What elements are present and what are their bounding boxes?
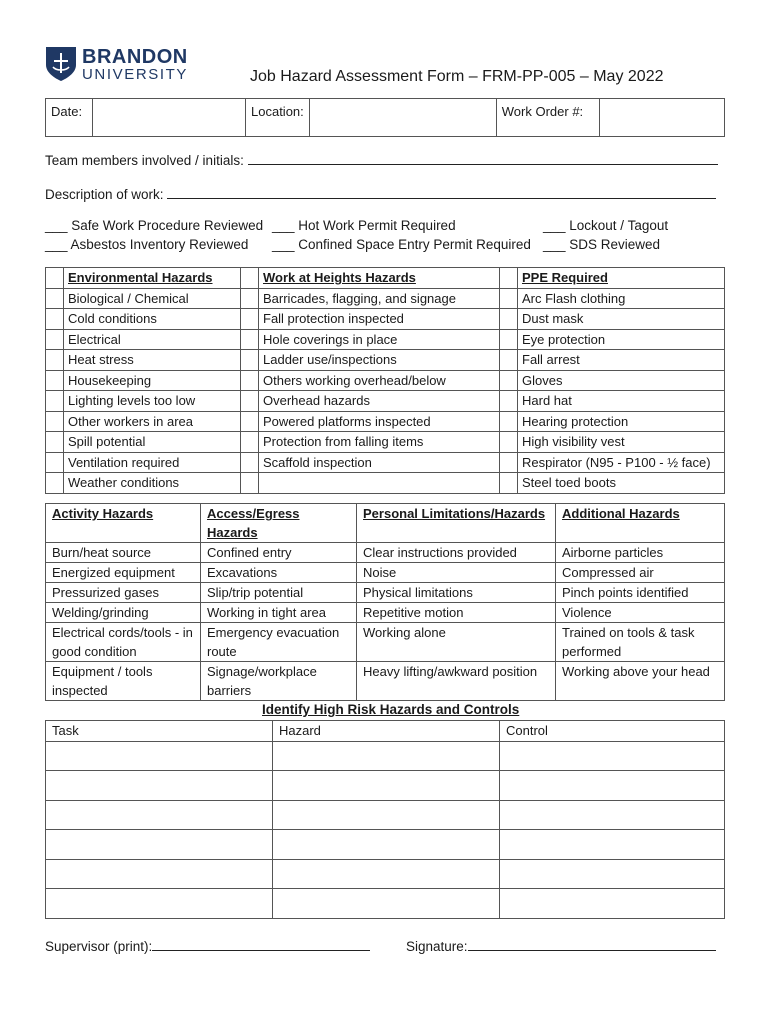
personal-item: Noise — [357, 563, 556, 583]
checkbox-cell[interactable] — [46, 329, 64, 350]
team-members-input[interactable] — [248, 150, 718, 165]
checkbox-cell[interactable] — [46, 411, 64, 432]
signature-row — [406, 936, 716, 954]
ppe-item: Respirator (N95 - P100 - ½ face) — [518, 452, 725, 473]
checkbox-cell[interactable] — [46, 432, 64, 453]
logo-line-1: BRANDON — [82, 46, 188, 68]
checkbox-cell[interactable] — [241, 391, 259, 412]
high-risk-title: Identify High Risk Hazards and Controls — [262, 702, 520, 717]
table-row — [46, 391, 725, 412]
hazard-cell[interactable] — [273, 771, 500, 801]
checkbox-cell[interactable] — [241, 411, 259, 432]
table-row — [46, 859, 725, 889]
activity-header: Activity Hazards — [46, 504, 201, 543]
hazard-cell[interactable] — [273, 859, 500, 889]
activity-item: Burn/heat source — [46, 543, 201, 563]
activity-hazards-table — [45, 503, 725, 701]
checkbox-cell[interactable] — [500, 350, 518, 371]
control-cell[interactable] — [500, 771, 725, 801]
checkbox-cell[interactable] — [500, 329, 518, 350]
description-row — [45, 184, 716, 202]
checkbox-cell[interactable] — [46, 309, 64, 330]
ppe-item: High visibility vest — [518, 432, 725, 453]
check-asbestos[interactable]: ___ Asbestos Inventory Reviewed — [45, 237, 249, 252]
checkbox-cell[interactable] — [46, 391, 64, 412]
checkbox-cell[interactable] — [241, 288, 259, 309]
checkbox-cell[interactable] — [241, 370, 259, 391]
ppe-item: Fall arrest — [518, 350, 725, 371]
task-header: Task — [46, 721, 273, 742]
additional-item: Trained on tools & task performed — [556, 623, 725, 662]
checkbox-cell[interactable] — [241, 473, 259, 494]
checkbox-cell[interactable] — [500, 288, 518, 309]
form-title: Job Hazard Assessment Form – FRM-PP-005 – May 2022 — [250, 68, 664, 85]
checkbox-cell[interactable] — [46, 350, 64, 371]
control-cell[interactable] — [500, 889, 725, 919]
location-input[interactable] — [309, 99, 496, 137]
access-egress-item: Excavations — [201, 563, 357, 583]
work-order-input[interactable] — [599, 99, 724, 137]
access-egress-item: Signage/workplace barriers — [201, 662, 357, 701]
ppe-item: Steel toed boots — [518, 473, 725, 494]
checkbox-cell[interactable] — [500, 411, 518, 432]
location-label: Location: — [246, 99, 310, 137]
table-row — [46, 288, 725, 309]
supervisor-input[interactable] — [152, 936, 370, 951]
environmental-header: Environmental Hazards — [64, 268, 241, 289]
date-label: Date: — [46, 99, 93, 137]
activity-item: Energized equipment — [46, 563, 201, 583]
environmental-item: Heat stress — [64, 350, 241, 371]
heights-item: Barricades, flagging, and signage — [259, 288, 500, 309]
work-order-label: Work Order #: — [496, 99, 599, 137]
logo-line-2: UNIVERSITY — [82, 66, 189, 83]
checkbox-cell[interactable] — [241, 452, 259, 473]
table-row — [46, 473, 725, 494]
table-row — [46, 662, 725, 701]
check-hot-work[interactable]: ___ Hot Work Permit Required — [272, 218, 456, 233]
checkbox-cell[interactable] — [500, 432, 518, 453]
environmental-item: Biological / Chemical — [64, 288, 241, 309]
environmental-item: Lighting levels too low — [64, 391, 241, 412]
description-input[interactable] — [167, 184, 716, 199]
ppe-item: Dust mask — [518, 309, 725, 330]
checkbox-cell — [241, 268, 259, 289]
environmental-item: Ventilation required — [64, 452, 241, 473]
personal-item: Repetitive motion — [357, 603, 556, 623]
task-cell[interactable] — [46, 771, 273, 801]
table-row — [46, 432, 725, 453]
checkbox-cell[interactable] — [241, 309, 259, 330]
checkbox-cell[interactable] — [500, 309, 518, 330]
table-row — [46, 370, 725, 391]
check-lockout[interactable]: ___ Lockout / Tagout — [543, 218, 669, 233]
task-cell[interactable] — [46, 741, 273, 771]
heights-item: Scaffold inspection — [259, 452, 500, 473]
signature-label: Signature: — [406, 939, 468, 954]
signature-input[interactable] — [468, 936, 716, 951]
personal-item: Physical limitations — [357, 583, 556, 603]
table-row — [46, 800, 725, 830]
table-row — [46, 830, 725, 860]
table-row — [46, 889, 725, 919]
task-cell[interactable] — [46, 830, 273, 860]
personal-item: Clear instructions provided — [357, 543, 556, 563]
heights-item: Others working overhead/below — [259, 370, 500, 391]
additional-item: Compressed air — [556, 563, 725, 583]
table-row — [46, 329, 725, 350]
checkbox-cell[interactable] — [500, 473, 518, 494]
check-confined-space[interactable]: ___ Confined Space Entry Permit Required — [272, 237, 531, 252]
team-members-row — [45, 150, 718, 168]
header-fields-table — [45, 98, 725, 137]
additional-item: Pinch points identified — [556, 583, 725, 603]
control-cell[interactable] — [500, 830, 725, 860]
checkbox-cell[interactable] — [500, 370, 518, 391]
date-input[interactable] — [93, 99, 246, 137]
checkbox-cell[interactable] — [241, 329, 259, 350]
heights-header: Work at Heights Hazards — [259, 268, 500, 289]
access-egress-item: Confined entry — [201, 543, 357, 563]
environmental-item: Other workers in area — [64, 411, 241, 432]
heights-item: Powered platforms inspected — [259, 411, 500, 432]
task-cell[interactable] — [46, 800, 273, 830]
activity-header-row — [46, 504, 725, 543]
ppe-item: Gloves — [518, 370, 725, 391]
activity-item: Pressurized gases — [46, 583, 201, 603]
additional-header: Additional Hazards — [556, 504, 725, 543]
heights-item: Protection from falling items — [259, 432, 500, 453]
description-label: Description of work: — [45, 187, 164, 202]
ppe-item: Hearing protection — [518, 411, 725, 432]
hazards-header-row — [46, 268, 725, 289]
ppe-header: PPE Required — [518, 268, 725, 289]
ppe-item: Eye protection — [518, 329, 725, 350]
check-safe-work[interactable]: ___ Safe Work Procedure Reviewed — [45, 218, 264, 233]
team-members-label: Team members involved / initials: — [45, 153, 244, 168]
hazard-header: Hazard — [273, 721, 500, 742]
checkbox-cell — [500, 268, 518, 289]
heights-item: Overhead hazards — [259, 391, 500, 412]
hazard-cell[interactable] — [273, 830, 500, 860]
checkbox-cell — [46, 268, 64, 289]
additional-item: Airborne particles — [556, 543, 725, 563]
personal-item: Heavy lifting/awkward position — [357, 662, 556, 701]
activity-item: Equipment / tools inspected — [46, 662, 201, 701]
environmental-item: Cold conditions — [64, 309, 241, 330]
checkbox-cell[interactable] — [500, 452, 518, 473]
heights-item: Fall protection inspected — [259, 309, 500, 330]
additional-item: Working above your head — [556, 662, 725, 701]
checkbox-cell[interactable] — [500, 391, 518, 412]
table-row — [46, 411, 725, 432]
table-row — [46, 309, 725, 330]
checkbox-cell[interactable] — [46, 288, 64, 309]
brandon-university-logo — [44, 45, 194, 85]
table-row — [46, 583, 725, 603]
checkbox-cell[interactable] — [46, 473, 64, 494]
supervisor-label: Supervisor (print): — [45, 939, 153, 954]
table-row — [46, 563, 725, 583]
table-row — [46, 741, 725, 771]
hazard-cell[interactable] — [273, 889, 500, 919]
environmental-item: Electrical — [64, 329, 241, 350]
table-row — [46, 623, 725, 662]
control-cell[interactable] — [500, 859, 725, 889]
task-cell[interactable] — [46, 859, 273, 889]
hazard-cell[interactable] — [273, 741, 500, 771]
environmental-item: Spill potential — [64, 432, 241, 453]
checkbox-cell[interactable] — [46, 452, 64, 473]
environmental-item: Weather conditions — [64, 473, 241, 494]
activity-item: Welding/grinding — [46, 603, 201, 623]
control-cell[interactable] — [500, 741, 725, 771]
checkbox-cell[interactable] — [241, 432, 259, 453]
high-risk-table — [45, 720, 725, 919]
task-cell[interactable] — [46, 889, 273, 919]
shield-crest-icon — [44, 45, 78, 83]
activity-item: Electrical cords/tools - in good condition — [46, 623, 201, 662]
checkbox-cell[interactable] — [46, 370, 64, 391]
table-row — [46, 543, 725, 563]
hazards-checklist-table — [45, 267, 725, 494]
table-row — [46, 350, 725, 371]
heights-item — [259, 473, 500, 494]
personal-header: Personal Limitations/Hazards — [357, 504, 556, 543]
control-cell[interactable] — [500, 800, 725, 830]
check-sds[interactable]: ___ SDS Reviewed — [543, 237, 661, 252]
additional-item: Violence — [556, 603, 725, 623]
ppe-item: Arc Flash clothing — [518, 288, 725, 309]
access-egress-item: Working in tight area — [201, 603, 357, 623]
ppe-item: Hard hat — [518, 391, 725, 412]
table-row — [46, 771, 725, 801]
control-header: Control — [500, 721, 725, 742]
table-row — [46, 452, 725, 473]
access-egress-item: Emergency evacuation route — [201, 623, 357, 662]
access-egress-header: Access/Egress Hazards — [201, 504, 357, 543]
access-egress-item: Slip/trip potential — [201, 583, 357, 603]
environmental-item: Housekeeping — [64, 370, 241, 391]
hazard-cell[interactable] — [273, 800, 500, 830]
heights-item: Hole coverings in place — [259, 329, 500, 350]
table-row — [46, 603, 725, 623]
supervisor-row — [45, 936, 370, 954]
heights-item: Ladder use/inspections — [259, 350, 500, 371]
checkbox-cell[interactable] — [241, 350, 259, 371]
personal-item: Working alone — [357, 623, 556, 662]
